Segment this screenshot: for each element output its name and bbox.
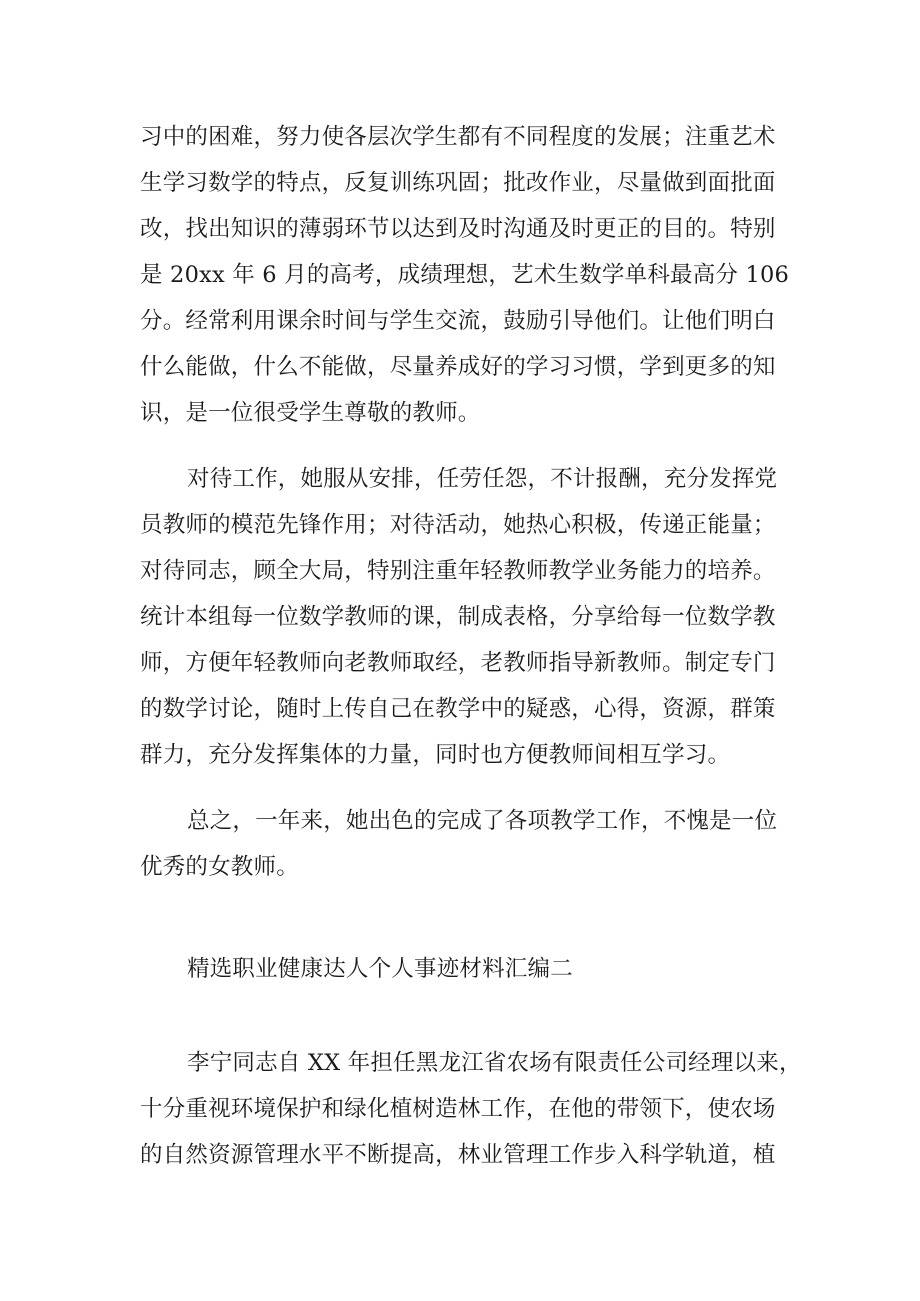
text-line: 改，找出知识的薄弱环节以达到及时沟通及时更正的目的。特别	[140, 216, 776, 242]
text-line: 群力，充分发挥集体的力量，同时也方便教师间相互学习。	[140, 742, 731, 768]
text-line: 师，方便年轻教师向老教师取经，老教师指导新教师。制定专门	[140, 650, 776, 676]
text-line: 生学习数学的特点，反复训练巩固；批改作业，尽量做到面批面	[140, 170, 776, 196]
paragraph-1	[140, 114, 800, 436]
text-line: 的数学讨论，随时上传自己在教学中的疑惑，心得，资源，群策	[140, 696, 776, 722]
paragraph-2	[140, 456, 800, 778]
text-line: 分。经常利用课余时间与学生交流，鼓励引导他们。让他们明白	[140, 308, 776, 334]
paragraph-3	[140, 798, 800, 890]
text-line: 十分重视环境保护和绿化植树造林工作，在他的带领下，使农场	[140, 1096, 776, 1122]
text-line: 习中的困难，努力使各层次学生都有不同程度的发展；注重艺术	[140, 124, 776, 150]
text-line: 是 20xx 年 6 月的高考，成绩理想，艺术生数学单科最高分 106	[140, 262, 790, 288]
section-heading	[140, 946, 800, 992]
text-line: 对待工作，她服从安排，任劳任怨，不计报酬，充分发挥党	[187, 466, 778, 492]
text-line: 员教师的模范先锋作用；对待活动，她热心积极，传递正能量；	[140, 512, 776, 538]
heading-line: 精选职业健康达人个人事迹材料汇编二	[187, 956, 573, 982]
text-line: 李宁同志自 XX 年担任黑龙江省农场有限责任公司经理以来，	[187, 1050, 802, 1076]
text-line: 识，是一位很受学生尊敬的教师。	[140, 400, 481, 426]
text-line: 优秀的女教师。	[140, 854, 299, 880]
text-line: 对待同志，顾全大局，特别注重年轻教师教学业务能力的培养。	[140, 558, 776, 584]
text-line: 总之，一年来，她出色的完成了各项教学工作，不愧是一位	[187, 808, 778, 834]
text-line: 的自然资源管理水平不断提高，林业管理工作步入科学轨道，植	[140, 1142, 776, 1168]
text-line: 什么能做，什么不能做，尽量养成好的学习习惯，学到更多的知	[140, 354, 776, 380]
text-line: 统计本组每一位数学教师的课，制成表格，分享给每一位数学教	[140, 604, 776, 630]
paragraph-4	[140, 1040, 800, 1178]
